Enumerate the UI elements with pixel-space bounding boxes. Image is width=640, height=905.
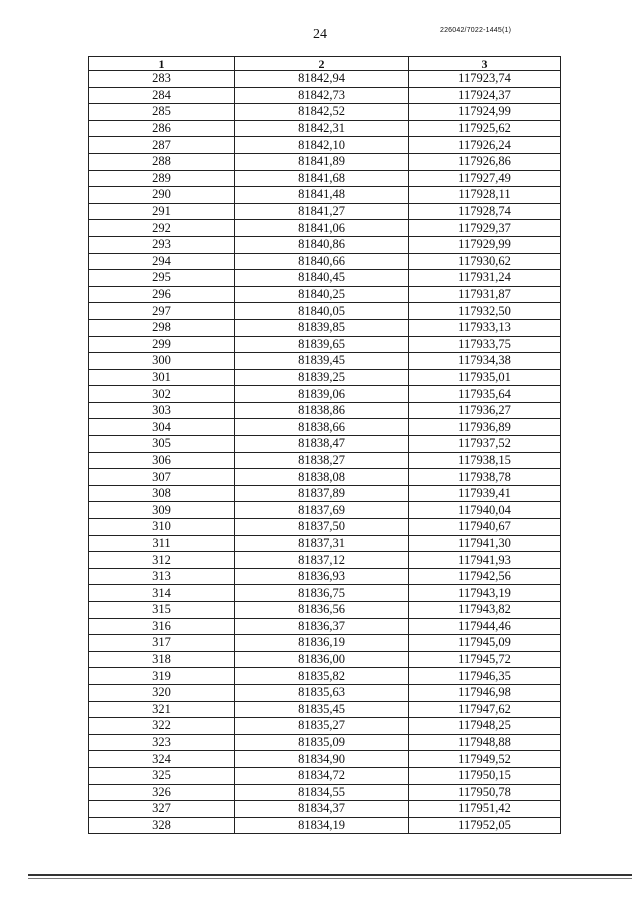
table-row — [89, 502, 561, 519]
table-row — [89, 71, 561, 88]
point-number-cell: 288 — [89, 153, 235, 170]
x-coordinate-cell: 81838,27 — [235, 452, 409, 469]
x-coordinate-cell: 81838,66 — [235, 419, 409, 436]
y-coordinate-cell: 117928,11 — [409, 187, 561, 204]
point-number-cell: 325 — [89, 767, 235, 784]
table-row — [89, 668, 561, 685]
x-coordinate-cell: 81837,50 — [235, 519, 409, 536]
table-row — [89, 801, 561, 818]
x-coordinate-cell: 81841,27 — [235, 203, 409, 220]
table-row — [89, 303, 561, 320]
x-coordinate-cell: 81840,66 — [235, 253, 409, 270]
y-coordinate-cell: 117928,74 — [409, 203, 561, 220]
point-number-cell: 298 — [89, 319, 235, 336]
point-number-cell: 306 — [89, 452, 235, 469]
table-row — [89, 452, 561, 469]
y-coordinate-cell: 117942,56 — [409, 568, 561, 585]
table-row — [89, 353, 561, 370]
point-number-cell: 300 — [89, 353, 235, 370]
y-coordinate-cell: 117924,99 — [409, 104, 561, 121]
point-number-cell: 295 — [89, 270, 235, 287]
y-coordinate-cell: 117927,49 — [409, 170, 561, 187]
table-row — [89, 87, 561, 104]
point-number-cell: 316 — [89, 618, 235, 635]
table-row — [89, 767, 561, 784]
x-coordinate-cell: 81834,55 — [235, 784, 409, 801]
bottom-rule-secondary — [28, 878, 632, 879]
point-number-cell: 283 — [89, 71, 235, 88]
x-coordinate-cell: 81842,31 — [235, 120, 409, 137]
table-row — [89, 618, 561, 635]
x-coordinate-cell: 81841,89 — [235, 153, 409, 170]
x-coordinate-cell: 81837,89 — [235, 485, 409, 502]
point-number-cell: 309 — [89, 502, 235, 519]
y-coordinate-cell: 117939,41 — [409, 485, 561, 502]
x-coordinate-cell: 81840,45 — [235, 270, 409, 287]
table-row — [89, 369, 561, 386]
y-coordinate-cell: 117945,72 — [409, 651, 561, 668]
y-coordinate-cell: 117933,13 — [409, 319, 561, 336]
table-row — [89, 270, 561, 287]
table-row — [89, 519, 561, 536]
table-row — [89, 734, 561, 751]
x-coordinate-cell: 81839,65 — [235, 336, 409, 353]
table-row — [89, 568, 561, 585]
y-coordinate-cell: 117934,38 — [409, 353, 561, 370]
point-number-cell: 327 — [89, 801, 235, 818]
x-coordinate-cell: 81835,09 — [235, 734, 409, 751]
point-number-cell: 304 — [89, 419, 235, 436]
x-coordinate-cell: 81836,19 — [235, 635, 409, 652]
x-coordinate-cell: 81834,72 — [235, 767, 409, 784]
table-row — [89, 485, 561, 502]
point-number-cell: 305 — [89, 436, 235, 453]
x-coordinate-cell: 81835,82 — [235, 668, 409, 685]
table-row — [89, 402, 561, 419]
table-row — [89, 319, 561, 336]
point-number-cell: 293 — [89, 236, 235, 253]
y-coordinate-cell: 117926,86 — [409, 153, 561, 170]
x-coordinate-cell: 81834,19 — [235, 817, 409, 834]
point-number-cell: 324 — [89, 751, 235, 768]
y-coordinate-cell: 117943,82 — [409, 602, 561, 619]
page-number: 24 — [313, 27, 327, 42]
point-number-cell: 319 — [89, 668, 235, 685]
x-coordinate-cell: 81834,90 — [235, 751, 409, 768]
y-coordinate-cell: 117933,75 — [409, 336, 561, 353]
point-number-cell: 317 — [89, 635, 235, 652]
table-row — [89, 104, 561, 121]
y-coordinate-cell: 117935,64 — [409, 386, 561, 403]
point-number-cell: 296 — [89, 286, 235, 303]
table-row — [89, 436, 561, 453]
x-coordinate-cell: 81840,25 — [235, 286, 409, 303]
table-row — [89, 170, 561, 187]
y-coordinate-cell: 117943,19 — [409, 585, 561, 602]
x-coordinate-cell: 81839,25 — [235, 369, 409, 386]
point-number-cell: 322 — [89, 718, 235, 735]
y-coordinate-cell: 117925,62 — [409, 120, 561, 137]
y-coordinate-cell: 117932,50 — [409, 303, 561, 320]
point-number-cell: 318 — [89, 651, 235, 668]
point-number-cell: 312 — [89, 552, 235, 569]
column-header-3: 3 — [409, 57, 561, 71]
point-number-cell: 287 — [89, 137, 235, 154]
point-number-cell: 314 — [89, 585, 235, 602]
coordinates-table — [88, 56, 561, 834]
table-row — [89, 718, 561, 735]
table-row — [89, 419, 561, 436]
y-coordinate-cell: 117950,15 — [409, 767, 561, 784]
table-row — [89, 535, 561, 552]
y-coordinate-cell: 117946,98 — [409, 684, 561, 701]
x-coordinate-cell: 81841,06 — [235, 220, 409, 237]
y-coordinate-cell: 117944,46 — [409, 618, 561, 635]
point-number-cell: 303 — [89, 402, 235, 419]
table-row — [89, 187, 561, 204]
x-coordinate-cell: 81836,56 — [235, 602, 409, 619]
table-row — [89, 253, 561, 270]
x-coordinate-cell: 81837,31 — [235, 535, 409, 552]
point-number-cell: 290 — [89, 187, 235, 204]
table-row — [89, 220, 561, 237]
point-number-cell: 286 — [89, 120, 235, 137]
point-number-cell: 291 — [89, 203, 235, 220]
x-coordinate-cell: 81842,94 — [235, 71, 409, 88]
y-coordinate-cell: 117931,87 — [409, 286, 561, 303]
point-number-cell: 310 — [89, 519, 235, 536]
table-row — [89, 120, 561, 137]
x-coordinate-cell: 81836,37 — [235, 618, 409, 635]
x-coordinate-cell: 81835,45 — [235, 701, 409, 718]
point-number-cell: 292 — [89, 220, 235, 237]
point-number-cell: 328 — [89, 817, 235, 834]
y-coordinate-cell: 117937,52 — [409, 436, 561, 453]
column-header-1: 1 — [89, 57, 235, 71]
x-coordinate-cell: 81836,00 — [235, 651, 409, 668]
table-row — [89, 386, 561, 403]
x-coordinate-cell: 81842,73 — [235, 87, 409, 104]
point-number-cell: 302 — [89, 386, 235, 403]
x-coordinate-cell: 81836,75 — [235, 585, 409, 602]
x-coordinate-cell: 81835,63 — [235, 684, 409, 701]
y-coordinate-cell: 117949,52 — [409, 751, 561, 768]
point-number-cell: 315 — [89, 602, 235, 619]
y-coordinate-cell: 117948,25 — [409, 718, 561, 735]
table-row — [89, 817, 561, 834]
y-coordinate-cell: 117940,04 — [409, 502, 561, 519]
y-coordinate-cell: 117930,62 — [409, 253, 561, 270]
y-coordinate-cell: 117929,37 — [409, 220, 561, 237]
x-coordinate-cell: 81839,85 — [235, 319, 409, 336]
point-number-cell: 307 — [89, 469, 235, 486]
x-coordinate-cell: 81839,06 — [235, 386, 409, 403]
table-row — [89, 137, 561, 154]
y-coordinate-cell: 117952,05 — [409, 817, 561, 834]
table-row — [89, 635, 561, 652]
point-number-cell: 308 — [89, 485, 235, 502]
table-row — [89, 336, 561, 353]
point-number-cell: 326 — [89, 784, 235, 801]
point-number-cell: 285 — [89, 104, 235, 121]
y-coordinate-cell: 117936,89 — [409, 419, 561, 436]
table-row — [89, 585, 561, 602]
bottom-rule — [28, 874, 632, 876]
y-coordinate-cell: 117936,27 — [409, 402, 561, 419]
point-number-cell: 320 — [89, 684, 235, 701]
point-number-cell: 299 — [89, 336, 235, 353]
table-row — [89, 784, 561, 801]
table-row — [89, 153, 561, 170]
table-row — [89, 469, 561, 486]
x-coordinate-cell: 81839,45 — [235, 353, 409, 370]
y-coordinate-cell: 117941,93 — [409, 552, 561, 569]
y-coordinate-cell: 117926,24 — [409, 137, 561, 154]
y-coordinate-cell: 117938,15 — [409, 452, 561, 469]
point-number-cell: 323 — [89, 734, 235, 751]
y-coordinate-cell: 117929,99 — [409, 236, 561, 253]
table-row — [89, 651, 561, 668]
y-coordinate-cell: 117938,78 — [409, 469, 561, 486]
x-coordinate-cell: 81838,86 — [235, 402, 409, 419]
point-number-cell: 289 — [89, 170, 235, 187]
x-coordinate-cell: 81835,27 — [235, 718, 409, 735]
table-row — [89, 286, 561, 303]
table-row — [89, 552, 561, 569]
y-coordinate-cell: 117950,78 — [409, 784, 561, 801]
table-row — [89, 236, 561, 253]
x-coordinate-cell: 81837,12 — [235, 552, 409, 569]
x-coordinate-cell: 81838,08 — [235, 469, 409, 486]
x-coordinate-cell: 81840,86 — [235, 236, 409, 253]
y-coordinate-cell: 117945,09 — [409, 635, 561, 652]
point-number-cell: 311 — [89, 535, 235, 552]
point-number-cell: 294 — [89, 253, 235, 270]
y-coordinate-cell: 117940,67 — [409, 519, 561, 536]
x-coordinate-cell: 81834,37 — [235, 801, 409, 818]
x-coordinate-cell: 81837,69 — [235, 502, 409, 519]
y-coordinate-cell: 117924,37 — [409, 87, 561, 104]
table-row — [89, 203, 561, 220]
table-header-row — [89, 57, 561, 71]
y-coordinate-cell: 117946,35 — [409, 668, 561, 685]
point-number-cell: 321 — [89, 701, 235, 718]
x-coordinate-cell: 81841,68 — [235, 170, 409, 187]
y-coordinate-cell: 117935,01 — [409, 369, 561, 386]
table-row — [89, 701, 561, 718]
y-coordinate-cell: 117948,88 — [409, 734, 561, 751]
x-coordinate-cell: 81841,48 — [235, 187, 409, 204]
table-row — [89, 684, 561, 701]
point-number-cell: 313 — [89, 568, 235, 585]
x-coordinate-cell: 81838,47 — [235, 436, 409, 453]
y-coordinate-cell: 117941,30 — [409, 535, 561, 552]
y-coordinate-cell: 117947,62 — [409, 701, 561, 718]
table-row — [89, 751, 561, 768]
y-coordinate-cell: 117923,74 — [409, 71, 561, 88]
document-reference: 226042/7022-1445(1) — [440, 27, 512, 34]
x-coordinate-cell: 81842,52 — [235, 104, 409, 121]
x-coordinate-cell: 81836,93 — [235, 568, 409, 585]
y-coordinate-cell: 117951,42 — [409, 801, 561, 818]
point-number-cell: 297 — [89, 303, 235, 320]
column-header-2: 2 — [235, 57, 409, 71]
table-row — [89, 602, 561, 619]
point-number-cell: 301 — [89, 369, 235, 386]
y-coordinate-cell: 117931,24 — [409, 270, 561, 287]
point-number-cell: 284 — [89, 87, 235, 104]
x-coordinate-cell: 81842,10 — [235, 137, 409, 154]
x-coordinate-cell: 81840,05 — [235, 303, 409, 320]
